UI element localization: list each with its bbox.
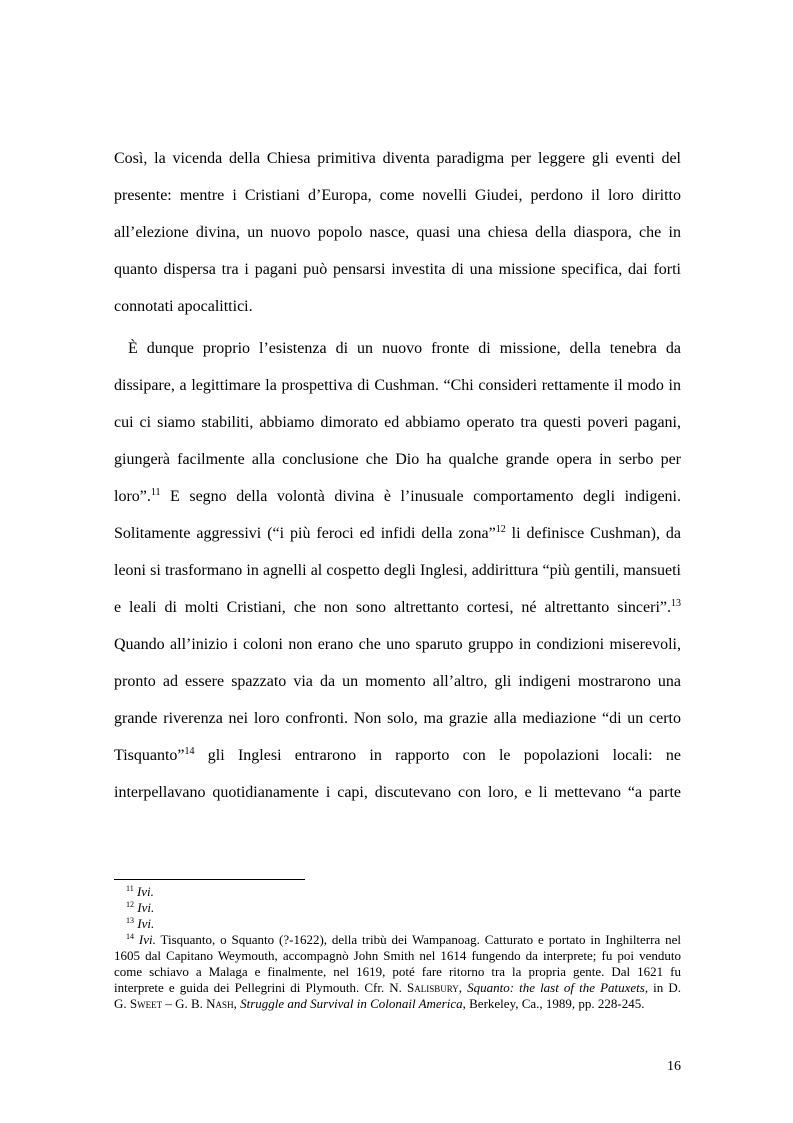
footnote-number: 13 (126, 916, 134, 925)
text-line: pronto ad essere spazzato via da un momento all’altro, gli indigeni mostrarono una (114, 673, 681, 690)
text-run: G. (114, 996, 130, 1011)
paragraph-2 (114, 330, 681, 811)
footnote-ref-12[interactable]: 12 (495, 524, 506, 535)
paragraph-1 (114, 140, 681, 325)
text-run: Solitamente aggressivi (“i più feroci ed infidi della zona” (114, 525, 496, 542)
footnote-line (114, 980, 681, 996)
book-title: Squanto: the last of the Patuxets (467, 980, 645, 995)
footnote-text: Ivi. (136, 884, 154, 899)
text-run: , in D. (644, 980, 681, 995)
text-run: Tisquanto, o Squanto (?-1622), della tribù dei Wampanoag. Catturato e portato in Inghilterra nel (155, 932, 681, 947)
text-run: interprete e guida dei Pellegrini di Plymouth. Cfr. N. (114, 980, 408, 995)
text-line: dissipare, a legittimare la prospettiva di Cushman. “Chi consideri rettamente il modo in (114, 377, 681, 394)
footnote-line: come schiavo a Malaga e finalmente, nel 1619, poté fare ritorno tra la propria gente. Dal 1621 fu (114, 964, 681, 979)
footnote-ref-14[interactable]: 14 (184, 746, 195, 757)
text-line: Quando all’inizio i coloni non erano che uno sparuto gruppo in condizioni miserevoli, (114, 636, 681, 653)
author-name: Sweet (129, 996, 163, 1011)
footnote-line (114, 996, 681, 1012)
text-run: gli Inglesi entrarono in rapporto con le popolazioni locali: ne (194, 747, 681, 764)
footnote-text: Ivi. (137, 916, 155, 931)
footnote-ivi: Ivi. (138, 932, 156, 947)
text-run: Tisquanto” (114, 747, 185, 764)
text-line: all’elezione divina, un nuovo popolo nasce, quasi una chiesa della diaspora, che in (114, 224, 681, 241)
author-name: Salisbury (407, 980, 459, 995)
footnote-ref-11[interactable]: 11 (150, 487, 161, 498)
text-run: – G. B. (162, 996, 207, 1011)
footnote-line (114, 932, 681, 948)
text-run: li definisce Cushman), da (505, 525, 681, 542)
text-run: , (458, 980, 468, 995)
page-number: 16 (667, 1059, 681, 1074)
footnote-11 (114, 884, 681, 900)
text-line: Così, la vicenda della Chiesa primitiva diventa paradigma per leggere gli eventi del (114, 150, 681, 167)
book-title: Struggle and Survival in Colonail America (240, 996, 463, 1011)
footnote-number: 11 (126, 884, 134, 893)
author-name: Nash (206, 996, 234, 1011)
text-line: presente: mentre i Cristiani d’Europa, come novelli Giudei, perdono il loro diritto (114, 187, 681, 204)
text-run: E segno della volontà divina è l’inusuale comportamento degli indigeni. (160, 488, 681, 505)
text-line: quanto dispersa tra i pagani può pensarsi investita di una missione specifica, dai forti (114, 261, 681, 278)
text-line (114, 589, 681, 626)
footnote-14 (114, 932, 681, 1012)
footnote-13 (114, 916, 681, 932)
text-run: loro”. (114, 488, 151, 505)
footnotes (114, 884, 681, 1012)
text-line: leoni si trasformano in agnelli al cospetto degli Inglesi, addirittura “più gentili, mansueti (114, 562, 681, 579)
text-line (114, 515, 681, 552)
text-line: interpellavano quotidianamente i capi, discutevano con loro, e li mettevano “a parte (114, 784, 681, 801)
footnote-number: 14 (126, 932, 134, 941)
text-run: , Berkeley, Ca., 1989, pp. 228-245. (462, 996, 645, 1011)
text-line: giungerà facilmente alla conclusione che Dio ha qualche grande opera in serbo per (114, 451, 681, 468)
text-run: , (233, 996, 241, 1011)
footnote-ref-13[interactable]: 13 (671, 598, 681, 609)
text-line (114, 478, 681, 515)
footnote-separator (114, 879, 305, 880)
footnote-number: 12 (126, 900, 134, 909)
footnote-text: Ivi. (137, 900, 155, 915)
text-line: grande riverenza nei loro confronti. Non solo, ma grazie alla mediazione “di un certo (114, 710, 681, 727)
text-line: È dunque proprio l’esistenza di un nuovo fronte di missione, della tenebra da (128, 340, 681, 357)
text-line: connotati apocalittici. (114, 298, 253, 315)
text-line: cui ci siamo stabiliti, abbiamo dimorato ed abbiamo operato tra questi poveri pagani, (114, 414, 681, 431)
footnote-12 (114, 900, 681, 916)
footnote-line: 1605 dal Capitano Weymouth, accompagnò John Smith nel 1614 fungendo da interprete; fu poi venduto (114, 948, 681, 963)
text-run: e leali di molti Cristiani, che non sono altrettanto cortesi, né altrettanto sinceri”. (114, 599, 671, 616)
text-line (114, 737, 681, 774)
